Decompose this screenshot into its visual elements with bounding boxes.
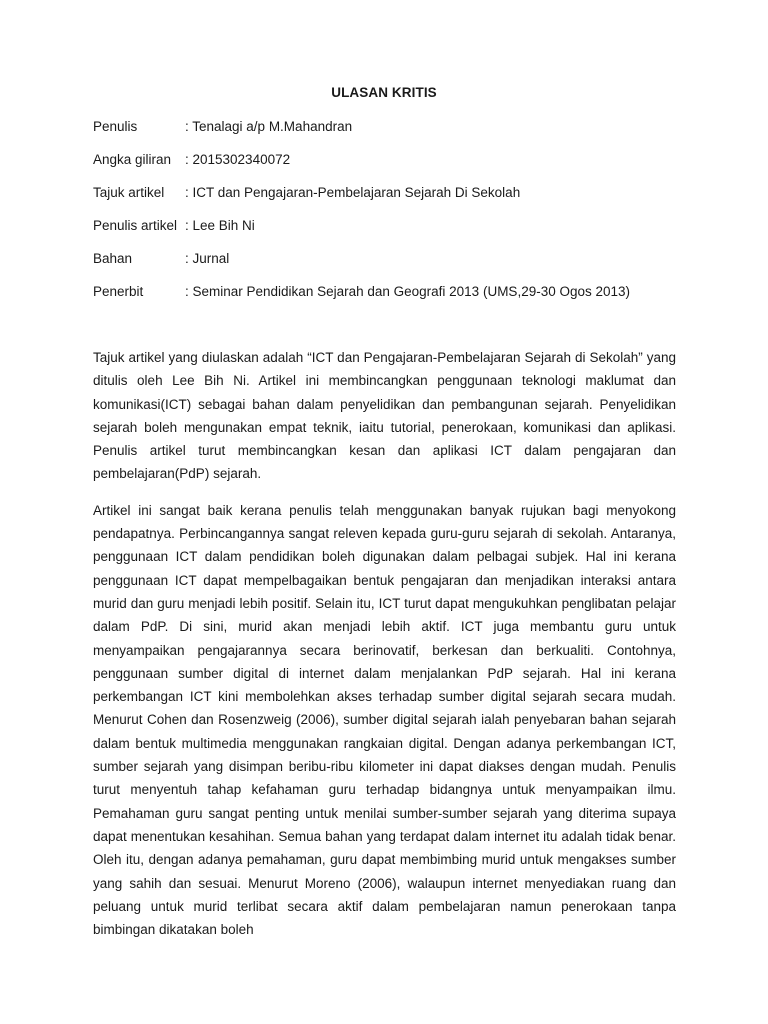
info-label: Penerbit bbox=[93, 284, 144, 299]
info-value: : 2015302340072 bbox=[185, 152, 291, 167]
info-label: Penulis bbox=[93, 119, 138, 134]
document-title: ULASAN KRITIS bbox=[331, 85, 437, 100]
review-body bbox=[93, 346, 676, 954]
paragraph-critique: Artikel ini sangat baik kerana penulis telah menggunakan banyak rujukan bagi menyokong pendapatnya. Perbincangannya sangat releven kepada guru-guru sejarah di sekolah. Antaranya, penggunaan ICT dalam pendidikan boleh digunakan dalam pelbagai subjek. Hal ini kerana penggunaan ICT dapat mempelbagaikan bentuk pengajaran dan menjadikan interaksi antara murid dan guru menjadi lebih positif. Selain itu, ICT turut dapat mengukuhkan penglibatan pelajar dalam PdP. Di sini, murid akan menjadi lebih aktif. ICT juga membantu guru untuk menyampaikan pengajarannya secara berinovatif, berkesan dan berkualiti. Contohnya, penggunaan sumber digital di internet dalam menjalankan PdP sejarah. Hal ini kerana perkembangan ICT kini membolehkan akses terhadap sumber digital sejarah secara mudah. Menurut Cohen dan Rosenzweig (2006), sumber digital sejarah ialah penyebaran bahan sejarah dalam bentuk multimedia menggunakan rangkaian digital. Dengan adanya perkembangan ICT, sumber sejarah yang disimpan beribu-ribu kilometer ini dapat diakses dengan mudah. Penulis turut menyentuh tahap kefahaman guru terhadap bidangnya untuk menyampaikan ilmu. Pemahaman guru sangat penting untuk menilai sumber-sumber sejarah yang diterima supaya dapat menentukan kesahihan. Semua bahan yang terdapat dalam internet itu adalah tidak benar. Oleh itu, dengan adanya pemahaman, guru dapat membimbing murid untuk mengakses sumber yang sahih dan sesuai. Menurut Moreno (2006), walaupun internet menyediakan ruang dan peluang untuk murid terlibat secara aktif dalam pembelajaran namun penerokaan tanpa bimbingan dikatakan boleh bbox=[93, 502, 676, 938]
info-value: : Tenalagi a/p M.Mahandran bbox=[185, 119, 353, 134]
info-row-angka-giliran bbox=[93, 151, 693, 184]
info-label: Penulis artikel bbox=[93, 218, 178, 233]
article-info bbox=[93, 118, 693, 316]
paragraph-summary: Tajuk artikel yang diulaskan adalah “ICT dan Pengajaran-Pembelajaran Sejarah di Sekolah” yang ditulis oleh Lee Bih Ni. Artikel ini membincangkan penggunaan teknologi maklumat dan komunikasi(ICT) sebagai bahan dalam penyelidikan dan pembangunan sejarah. Penyelidikan sejarah boleh mengunakan empat teknik, iaitu tutorial, penerokaan, komunikasi dan aplikasi. Penulis artikel turut membincangkan kesan dan aplikasi ICT dalam pengajaran dan pembelajaran(PdP) sejarah. bbox=[93, 350, 676, 482]
info-value: : Seminar Pendidikan Sejarah dan Geografi 2013 (UMS,29-30 Ogos 2013) bbox=[185, 284, 631, 299]
info-label: Angka giliran bbox=[93, 152, 172, 167]
info-label: Bahan bbox=[93, 251, 133, 266]
info-row-bahan bbox=[93, 250, 693, 283]
info-label: Tajuk artikel bbox=[93, 185, 165, 200]
info-row-penulis-artikel bbox=[93, 217, 693, 250]
info-value: : ICT dan Pengajaran-Pembelajaran Sejarah Di Sekolah bbox=[185, 185, 521, 200]
info-value: : Lee Bih Ni bbox=[185, 218, 255, 233]
info-row-penulis bbox=[93, 118, 693, 151]
info-row-penerbit bbox=[93, 283, 693, 316]
info-row-tajuk-artikel bbox=[93, 184, 693, 217]
info-value: : Jurnal bbox=[185, 251, 230, 266]
